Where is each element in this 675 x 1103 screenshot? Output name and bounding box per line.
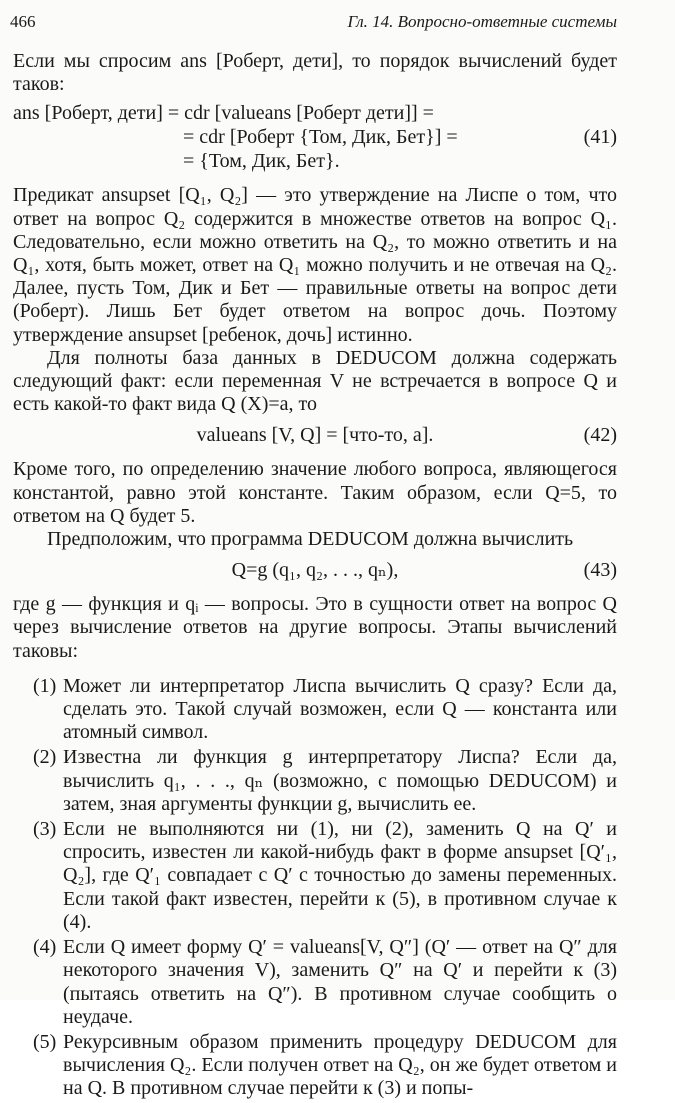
equation-43-text: Q=g (q₁, q₂, . . ., qₙ),: [231, 559, 399, 582]
step-label: (2): [33, 746, 57, 769]
paragraph-function: где g — функция и qᵢ — вопросы. Это в сущности ответ на вопрос Q через вычисление ответов на другие вопросы. Этапы вычислений таковы:: [13, 593, 617, 662]
page-header: [10, 10, 617, 34]
list-item: [13, 746, 617, 816]
equation-43-number: (43): [583, 559, 617, 582]
equation-41-line-2-text: = cdr [Роберт {Том, Дик, Бет}] =: [183, 126, 458, 149]
equation-41: [13, 102, 617, 174]
paragraph-database: Для полноты база данных в DEDUCOM должна содержать следующий факт: если переменная V не встречается в вопросе Q и есть какой-то факт вида Q (X)=a, то: [13, 346, 617, 416]
equation-42-text: valueans [V, Q] = [что-то, a].: [196, 424, 434, 447]
step-text: Может ли интерпретатор Лиспа вычислить Q сразу? Если да, сделать это. Такой случай возможен, если Q — константа или атомный символ.: [63, 674, 617, 744]
step-text: Известна ли функция g интерпретатору Лиспа? Если да, вычислить q₁, . . ., qₙ (возможно, с помощью DEDUCOM) и затем, зная аргументы функции g, вычислить ее.: [63, 746, 617, 815]
equation-43: [13, 559, 617, 585]
page-body: [13, 50, 617, 1103]
list-item: [13, 936, 617, 1029]
list-item: [13, 675, 617, 745]
list-item: [13, 1031, 617, 1101]
step-label: (4): [33, 936, 57, 959]
page-number: 466: [10, 12, 36, 31]
step-text: Если Q имеет форму Q′ = valueans[V, Q″] (Q′ — ответ на Q″ для некоторого значения V), заменить Q″ на Q′ и перейти к (3) (пытаясь ответить на Q″). В противном случае сообщить о неудаче.: [63, 936, 617, 1028]
paragraph-constant: Кроме того, по определению значение любого вопроса, являющегося константой, равно этой константе. Таким образом, если Q=5, то ответом на Q будет 5.: [13, 458, 617, 527]
equation-42-number: (42): [583, 424, 617, 447]
step-text: Рекурсивным образом применить процедуру DEDUCOM для вычисления Q₂. Если получен ответ на Q₂, он же будет ответом и на Q. В противном случае перейти к (3) и попы-: [63, 1030, 617, 1100]
equation-41-number: (41): [583, 126, 617, 149]
paragraph-intro: Если мы спросим ans [Роберт, дети], то порядок вычислений будет таков:: [13, 50, 617, 96]
equation-41-line-1: [13, 102, 617, 126]
paragraph-ansupset: Предикат ansupset [Q₁, Q₂] — это утверждение на Лиспе о том, что ответ на вопрос Q₂ содержится в множестве ответов на вопрос Q₁. Следовательно, если можно ответить на Q₂, то можно ответить и на Q₁, хотя, быть может, ответ на Q₁ можно получить и не отвечая на Q₂. Далее, пусть Том, Дик и Бет — правильные ответы на вопрос дети (Роберт). Лишь Бет будет ответом на вопрос дочь. Поэтому утверждение ansupset [ребенок, дочь] истинно.: [13, 184, 617, 346]
steps-list: [13, 675, 617, 1101]
equation-42: [13, 424, 617, 450]
equation-41-line-2: [13, 126, 617, 150]
list-item: [13, 818, 617, 934]
equation-41-line-3: [13, 150, 617, 174]
step-label: (3): [33, 818, 57, 841]
step-label: (5): [33, 1030, 57, 1053]
running-title: Гл. 14. Вопросно-ответные системы: [347, 12, 617, 31]
step-text: Если не выполняются ни (1), ни (2), заменить Q на Q′ и спросить, известен ли какой-нибудь факт в форме ansupset [Q′₁, Q₂], где Q′₁ совпадает с Q′ с точностью до замены переменных. Если такой факт известен, перейти к (5), в противном случае к (4).: [63, 818, 617, 933]
paragraph-suppose: Предположим, что программа DEDUCOM должна вычислить: [47, 528, 574, 551]
equation-41-line-1-text: ans [Роберт, дети] = cdr [valueans [Роберт дети]] =: [13, 102, 434, 125]
step-label: (1): [33, 674, 57, 697]
equation-41-line-3-text: = {Том, Дик, Бет}.: [183, 150, 340, 173]
